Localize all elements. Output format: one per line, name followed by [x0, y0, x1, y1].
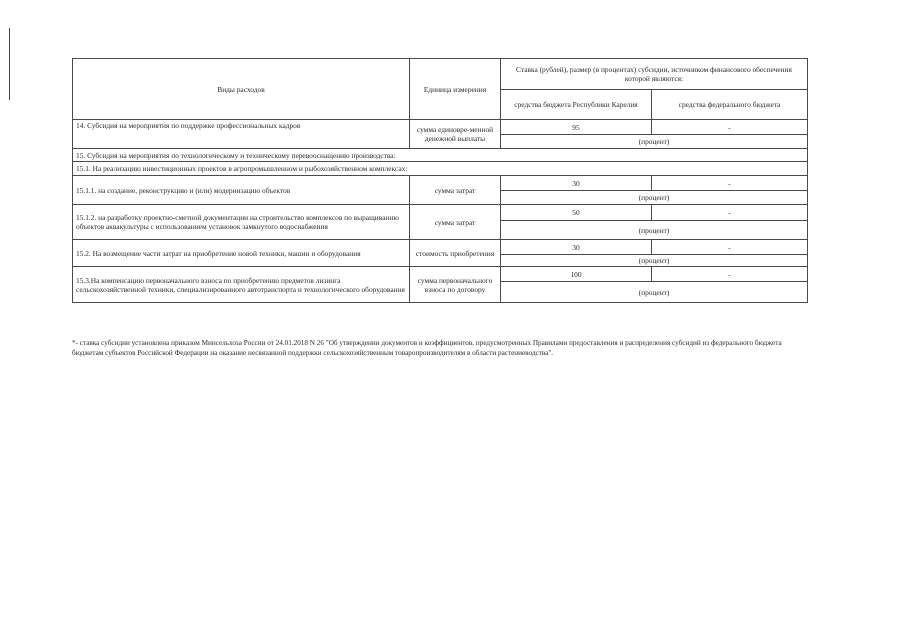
table-row: [73, 267, 808, 282]
table-row: [73, 205, 808, 221]
row-unit-note: (процент): [501, 255, 808, 267]
row-subsection-label: 15.1. На реализацию инвестиционных проектов в агропромышленном и рыбохозяйственном комплексах:: [73, 162, 808, 176]
row-federal-value: -: [652, 240, 808, 255]
subsidy-rates-table: [72, 58, 808, 303]
table-header-row: [73, 59, 808, 90]
row-label: 14. Субсидия на мероприятия по поддержке профессиональных кадров: [73, 120, 410, 149]
scan-edge-mark: [9, 28, 10, 100]
table-row: [73, 240, 808, 255]
header-unit: Единица измерения: [410, 59, 501, 120]
row-label: 15.2. На возмещение части затрат на приобретение новой техники, машин и оборудования: [73, 240, 410, 267]
table-row: [73, 149, 808, 162]
row-section-label: 15. Субсидия на мероприятия по технологическому и техническому перевооснащению производства:: [73, 149, 808, 162]
row-label: 15.3.На компенсацию первоначального взноса по приобретению предметов лизинга сельскохозяйственной техники, специализированного автотранспорта и технологического оборудования: [73, 267, 410, 303]
row-federal-value: -: [652, 205, 808, 221]
row-label: 15.1.1. на создание, реконструкцию и (или) модернизацию объектов: [73, 176, 410, 205]
row-label: 15.1.2. на разработку проектно-сметной документации на строительство комплексов по выращиванию объектов аквакультуры с использованием установок замкнутого водоснабжения: [73, 205, 410, 240]
row-federal-value: -: [652, 176, 808, 191]
footnote: *- ставка субсидии установлена приказом Минсельхоза России от 24.01.2018 N 26 "Об утверждении документов и коэффициентов, предусмотренных Правилами предоставления и распределения субсидий из федерального бюджета бюджетам субъектов Российской Федерации на оказание несвязанной поддержки сельскохозяйственным товаропроизводителям в области растениеводства".: [72, 339, 782, 357]
row-federal-value: -: [652, 267, 808, 282]
row-unit: стоимость приобретения: [410, 240, 501, 267]
row-federal-value: -: [652, 120, 808, 135]
row-regional-value: 50: [501, 205, 652, 221]
table-row: [73, 176, 808, 191]
row-unit: сумма затрат: [410, 176, 501, 205]
row-regional-value: 95: [501, 120, 652, 135]
row-regional-value: 100: [501, 267, 652, 282]
row-unit-note: (процент): [501, 221, 808, 240]
row-unit-note: (процент): [501, 191, 808, 205]
table-row: [73, 120, 808, 135]
row-regional-value: 30: [501, 176, 652, 191]
header-expense-types: Виды расходов: [73, 59, 410, 120]
header-federal-budget: средства федерального бюджета: [652, 90, 808, 120]
row-unit-note: (процент): [501, 282, 808, 303]
row-regional-value: 30: [501, 240, 652, 255]
row-unit: сумма единовре-менной денежной выплаты: [410, 120, 501, 149]
header-rate-sources: Ставка (рублей), размер (в процентах) субсидии, источником финансового обеспечения которой являются:: [501, 59, 808, 90]
table-row: [73, 162, 808, 176]
row-unit: сумма затрат: [410, 205, 501, 240]
row-unit-note: (процент): [501, 135, 808, 149]
header-regional-budget: средства бюджета Республики Карелия: [501, 90, 652, 120]
row-unit: сумма первоначального взноса по договору: [410, 267, 501, 303]
